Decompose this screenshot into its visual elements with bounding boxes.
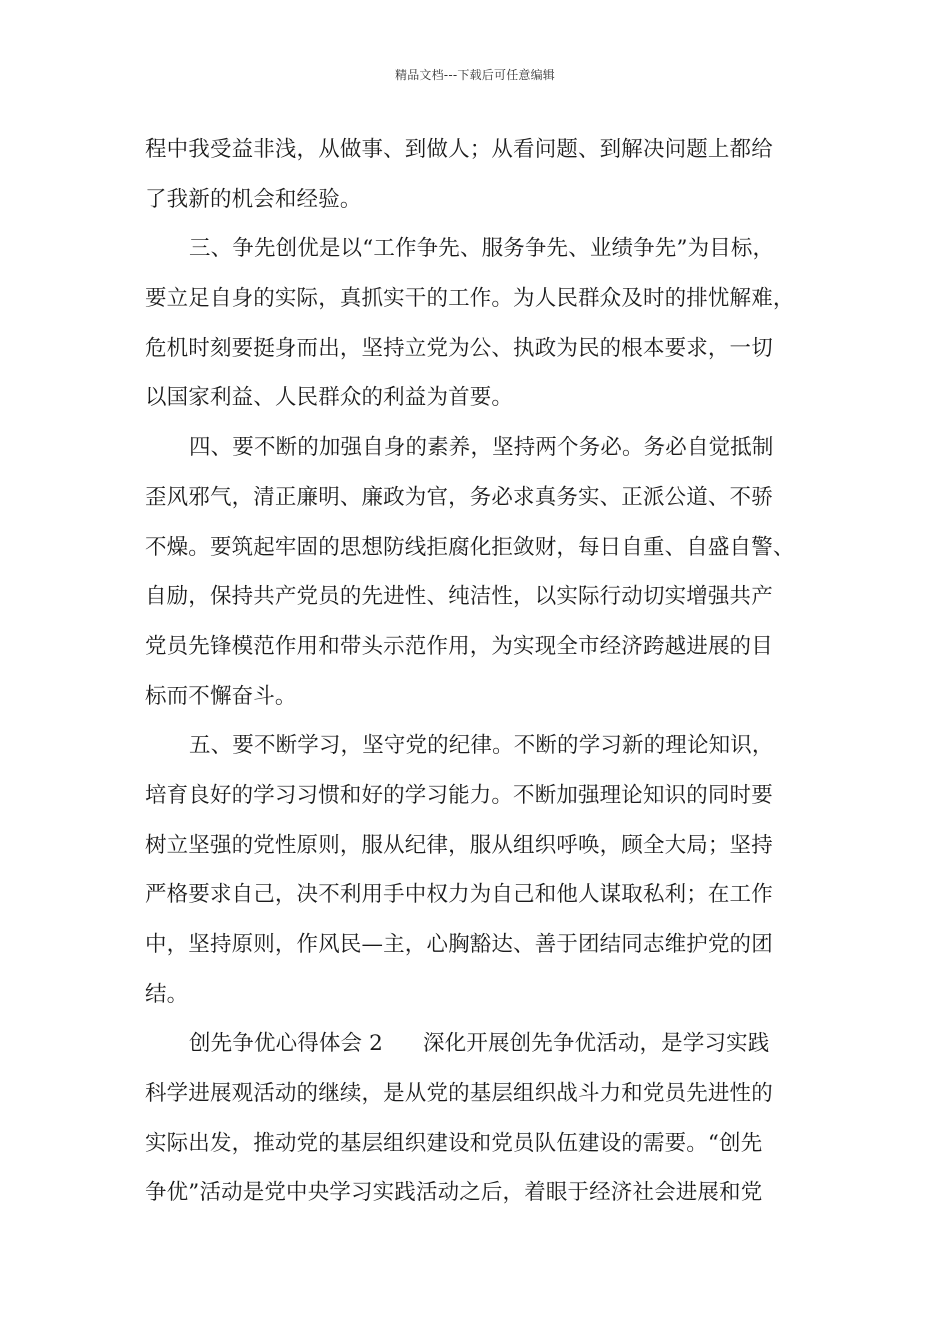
text-line: 实际出发，推动党的基层组织建设和党员队伍建设的需要。“创先 xyxy=(145,1130,763,1156)
paragraph-4-start: 四、要不断的加强自身的素养，坚持两个务必。务必自觉抵制 xyxy=(189,435,774,461)
text-line: 以国家利益、人民群众的利益为首要。 xyxy=(145,385,514,411)
text-line: 培育良好的学习习惯和好的学习能力。不断加强理论知识的同时要 xyxy=(145,782,773,808)
text-line: 歪风邪气，清正廉明、廉政为官，务必求真务实、正派公道、不骄 xyxy=(145,484,773,510)
text-line: 科学进展观活动的继续，是从党的基层组织战斗力和党员先进性的 xyxy=(145,1081,773,1107)
text-line: 程中我受益非浅，从做事、到做人；从看问题、到解决问题上都给 xyxy=(145,137,773,162)
text-line: 自励，保持共产党员的先进性、纯洁性，以实际行动切实增强共产 xyxy=(145,584,773,610)
text-line: 了我新的机会和经验。 xyxy=(145,186,362,212)
text-line: 争优”活动是党中央学习实践活动之后，着眼于经济社会进展和党 xyxy=(145,1180,763,1206)
document-body xyxy=(145,125,845,1218)
section-2-intro: 深化开展创先争优活动，是学习实践 xyxy=(423,1031,770,1057)
paragraph-5-start: 五、要不断学习，坚守党的纪律。不断的学习新的理论知识， xyxy=(189,733,774,759)
section-2-title: 创先争优心得体会 2 xyxy=(189,1031,384,1057)
text-line: 党员先锋模范作用和带头示范作用，为实现全市经济跨越进展的目 xyxy=(145,633,773,659)
section-2-start xyxy=(145,1019,845,1069)
text-line: 危机时刻要挺身而出，坚持立党为公、执政为民的根本要求，一切 xyxy=(145,335,773,361)
text-line: 要立足自身的实际，真抓实干的工作。为人民群众及时的排忧解难， xyxy=(145,286,795,312)
paragraph-3-start: 三、争先创优是以“工作争先、服务争先、业绩争先”为目标， xyxy=(189,236,775,262)
text-line: 严格要求自己，决不利用手中权力为自己和他人谋取私利；在工作 xyxy=(145,882,773,908)
text-line: 中，坚持原则，作风民—主，心胸豁达、善于团结同志维护党的团 xyxy=(145,932,773,957)
text-line: 不燥。要筑起牢固的思想防线拒腐化拒敛财，每日自重、自盛自警、 xyxy=(145,534,795,560)
page-header: 精品文档---下载后可任意编辑 xyxy=(395,68,555,82)
text-line: 结。 xyxy=(145,981,189,1007)
text-line: 树立坚强的党性原则，服从纪律，服从组织呼唤，顾全大局；坚持 xyxy=(145,832,773,858)
text-line: 标而不懈奋斗。 xyxy=(145,683,297,709)
